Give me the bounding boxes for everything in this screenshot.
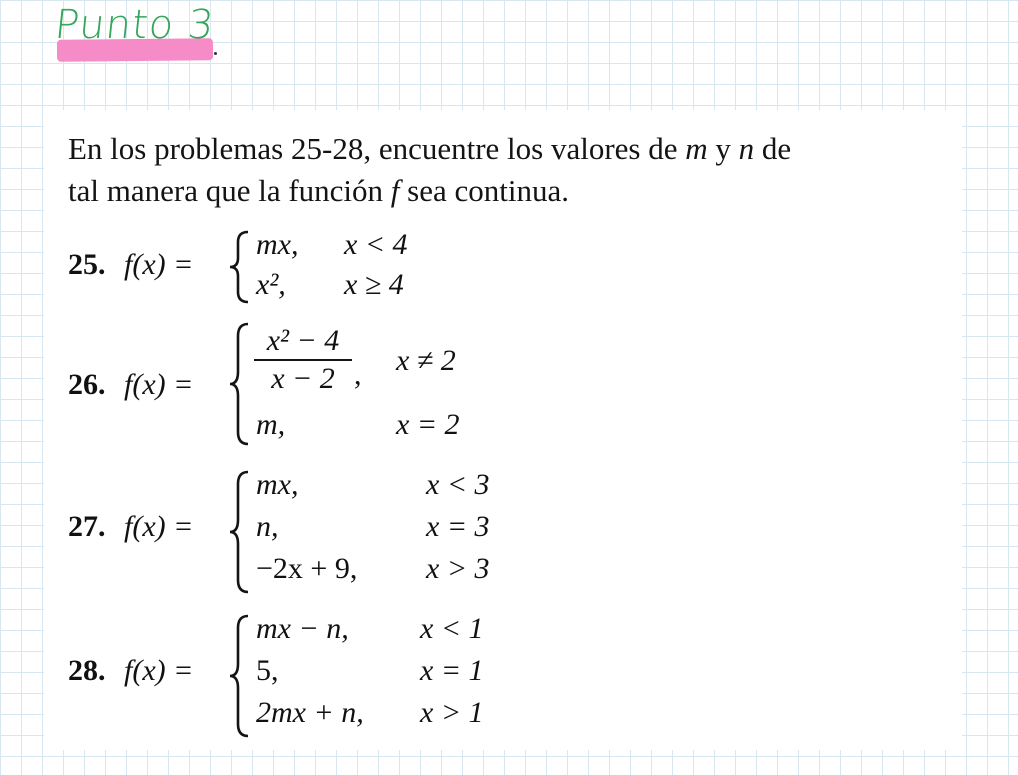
case-condition: x = 1 — [420, 654, 484, 687]
case-comma: , — [354, 358, 362, 391]
intro-text: y — [707, 131, 739, 166]
intro-text: de — [754, 131, 792, 166]
problem-26 — [68, 322, 928, 447]
case-condition: x < 4 — [344, 228, 408, 261]
function-lhs: f(x) = — [124, 248, 194, 281]
case-condition: x = 2 — [396, 408, 460, 441]
case-expression: n, — [256, 510, 279, 543]
function-lhs: f(x) = — [124, 368, 194, 401]
left-brace-icon — [228, 230, 254, 304]
case-condition: x > 3 — [426, 552, 490, 585]
problem-28 — [68, 610, 928, 740]
fraction-bar — [254, 359, 352, 361]
case-condition: x ≥ 4 — [344, 268, 404, 301]
function-lhs: f(x) = — [124, 654, 194, 687]
case-condition: x < 1 — [420, 612, 484, 645]
case-expression: mx, — [256, 228, 299, 261]
handwritten-heading: Punto 3 — [52, 2, 217, 48]
case-condition: x ≠ 2 — [396, 344, 456, 377]
left-brace-icon — [228, 322, 254, 446]
left-brace-icon — [228, 614, 254, 738]
problem-number: 28. — [68, 654, 106, 687]
case-expression: mx, — [256, 468, 299, 501]
var-m: m — [685, 131, 708, 166]
intro-text: En los problemas 25-28, encuentre los valores de — [68, 131, 686, 166]
heading-dot — [214, 52, 217, 55]
case-expression: mx − n, — [256, 612, 349, 645]
problem-number: 26. — [68, 368, 106, 401]
problem-number: 25. — [68, 248, 106, 281]
problem-number: 27. — [68, 510, 106, 543]
case-expression: x², — [256, 268, 286, 301]
intro-text: tal manera que la función — [68, 173, 391, 208]
var-f: f — [390, 173, 400, 208]
instructions-paragraph — [68, 128, 938, 212]
case-expression: m, — [256, 408, 286, 441]
case-expression: 5, — [256, 654, 279, 687]
left-brace-icon — [228, 470, 254, 594]
fraction — [254, 324, 352, 396]
problem-25 — [68, 228, 928, 308]
case-condition: x = 3 — [426, 510, 490, 543]
case-condition: x < 3 — [426, 468, 490, 501]
case-expression: 2mx + n, — [256, 696, 364, 729]
problem-27 — [68, 466, 928, 596]
intro-text: sea continua. — [399, 173, 569, 208]
function-lhs: f(x) = — [124, 510, 194, 543]
case-condition: x > 1 — [420, 696, 484, 729]
fraction-numerator: x² − 4 — [266, 324, 340, 357]
case-expression: −2x + 9, — [256, 552, 358, 585]
textbook-excerpt — [44, 110, 962, 750]
var-n: n — [738, 131, 755, 166]
fraction-denominator: x − 2 — [271, 362, 335, 395]
